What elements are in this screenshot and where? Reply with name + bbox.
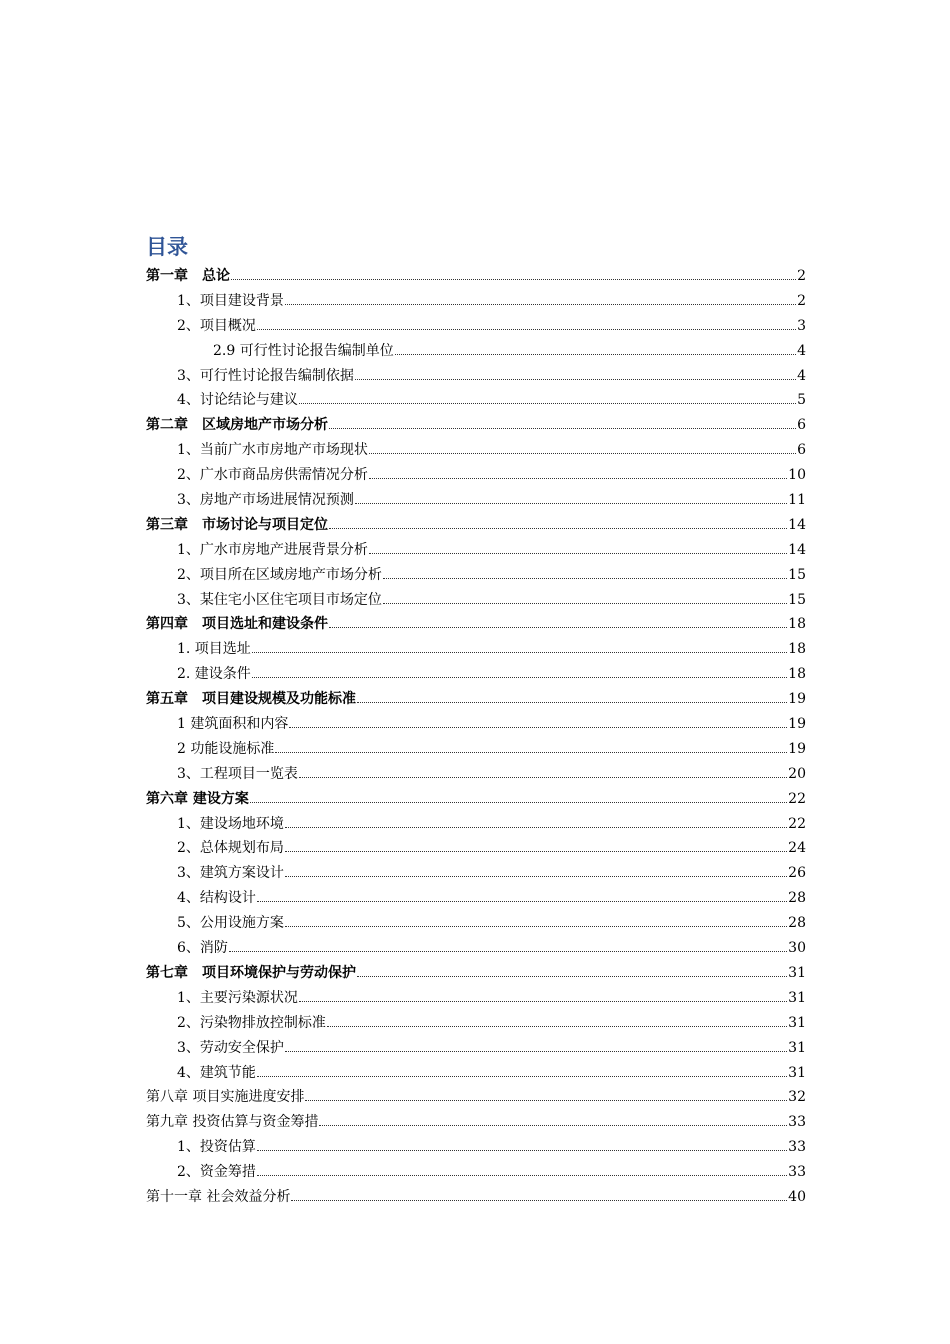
toc-entry-page: 10 xyxy=(788,467,806,484)
toc-leader-dots xyxy=(229,941,787,952)
toc-leader-dots xyxy=(275,742,787,753)
toc-leader-dots xyxy=(257,319,796,330)
toc-entry-page: 19 xyxy=(788,740,806,757)
toc-entry[interactable] xyxy=(146,637,806,662)
toc-entry-page: 32 xyxy=(788,1089,806,1106)
toc-entry-page: 2 xyxy=(797,292,806,309)
toc-entry[interactable] xyxy=(146,836,806,861)
toc-entry-label: 3、工程项目一览表 xyxy=(177,765,298,782)
toc-entry[interactable] xyxy=(146,413,806,438)
toc-leader-dots xyxy=(285,866,787,877)
toc-entry-label: 2、项目概况 xyxy=(177,317,256,334)
toc-entry[interactable] xyxy=(146,986,806,1011)
toc-leader-dots xyxy=(329,418,796,429)
toc-entry-page: 18 xyxy=(788,666,806,683)
toc-entry-page: 31 xyxy=(788,1014,806,1031)
toc-leader-dots xyxy=(329,518,787,529)
toc-entry-label: 2 功能设施标准 xyxy=(177,740,275,757)
toc-leader-dots xyxy=(299,991,787,1002)
toc-entry-page: 28 xyxy=(788,915,806,932)
toc-entry-page: 22 xyxy=(788,790,806,807)
toc-entry-page: 18 xyxy=(788,641,806,658)
toc-entry[interactable] xyxy=(146,488,806,513)
toc-entry-label: 第九章 投资估算与资金筹措 xyxy=(146,1114,319,1131)
toc-entry[interactable] xyxy=(146,886,806,911)
toc-entry-page: 26 xyxy=(788,865,806,882)
toc-leader-dots xyxy=(327,1016,787,1027)
toc-leader-dots xyxy=(257,891,787,902)
toc-leader-dots xyxy=(289,717,787,728)
toc-leader-dots xyxy=(257,1140,787,1151)
toc-entry-page: 11 xyxy=(788,492,806,509)
toc-entry-label: 2、资金筹措 xyxy=(177,1164,256,1181)
toc-entry-page: 19 xyxy=(788,716,806,733)
toc-entry-label: 2、广水市商品房供需情况分析 xyxy=(177,467,368,484)
toc-leader-dots xyxy=(395,344,796,355)
toc-entry[interactable] xyxy=(146,314,806,339)
toc-entry[interactable] xyxy=(146,264,806,289)
toc-entry[interactable] xyxy=(146,1085,806,1110)
toc-entry[interactable] xyxy=(146,364,806,389)
toc-entry[interactable] xyxy=(146,1110,806,1135)
toc-entry-label: 3、劳动安全保护 xyxy=(177,1039,284,1056)
toc-entry[interactable] xyxy=(146,513,806,538)
toc-entry[interactable] xyxy=(146,289,806,314)
toc-entry[interactable] xyxy=(146,563,806,588)
toc-leader-dots xyxy=(329,617,787,628)
toc-leader-dots xyxy=(355,369,796,380)
toc-entry-page: 31 xyxy=(788,1039,806,1056)
toc-entry-page: 15 xyxy=(788,566,806,583)
toc-title: 目录 xyxy=(146,235,188,259)
toc-entry[interactable] xyxy=(146,687,806,712)
toc-entry-label: 5、公用设施方案 xyxy=(177,915,284,932)
toc-entry[interactable] xyxy=(146,1011,806,1036)
toc-entry-page: 18 xyxy=(788,616,806,633)
toc-entry-page: 6 xyxy=(797,417,806,434)
toc-entry[interactable] xyxy=(146,861,806,886)
toc-entry-page: 3 xyxy=(797,317,806,334)
toc-leader-dots xyxy=(252,667,787,678)
toc-leader-dots xyxy=(250,792,787,803)
toc-leader-dots xyxy=(383,593,787,604)
toc-entry[interactable] xyxy=(146,712,806,737)
toc-leader-dots xyxy=(355,493,787,504)
toc-leader-dots xyxy=(285,841,787,852)
toc-leader-dots xyxy=(252,642,787,653)
toc-entry-label: 3、某住宅小区住宅项目市场定位 xyxy=(177,591,382,608)
toc-entry-label: 第一章 总论 xyxy=(146,268,230,284)
toc-entry-page: 30 xyxy=(788,940,806,957)
toc-leader-dots xyxy=(299,767,787,778)
toc-entry[interactable] xyxy=(146,762,806,787)
toc-entry-label: 2、污染物排放控制标准 xyxy=(177,1014,326,1031)
toc-entry-label: 1 建筑面积和内容 xyxy=(177,716,289,733)
toc-entry-label: 1、当前广水市房地产市场现状 xyxy=(177,442,368,459)
toc-entry-page: 14 xyxy=(788,516,806,533)
toc-leader-dots xyxy=(291,1190,787,1201)
toc-entry-label: 4、建筑节能 xyxy=(177,1064,256,1081)
toc-entry-page: 20 xyxy=(788,765,806,782)
toc-entry-label: 1. 项目选址 xyxy=(177,641,251,658)
toc-entry[interactable] xyxy=(146,911,806,936)
toc-entry[interactable] xyxy=(146,1061,806,1086)
toc-entry[interactable] xyxy=(146,588,806,613)
toc-entry-label: 第六章 建设方案 xyxy=(146,790,249,807)
toc-entry-label: 2、总体规划布局 xyxy=(177,840,284,857)
toc-entry[interactable] xyxy=(146,787,806,812)
toc-leader-dots xyxy=(319,1115,787,1126)
toc-entry-page: 2 xyxy=(797,268,806,284)
toc-entry[interactable] xyxy=(146,737,806,762)
toc-leader-dots xyxy=(369,443,796,454)
toc-entry-page: 24 xyxy=(788,840,806,857)
toc-entry-label: 2、项目所在区域房地产市场分析 xyxy=(177,566,382,583)
toc-entry-page: 6 xyxy=(797,442,806,459)
toc-entry-page: 31 xyxy=(788,989,806,1006)
toc-entry-label: 3、房地产市场进展情况预测 xyxy=(177,492,354,509)
toc-entry[interactable] xyxy=(146,812,806,837)
toc-entry[interactable] xyxy=(146,438,806,463)
toc-leader-dots xyxy=(357,692,787,703)
toc-entry[interactable] xyxy=(146,936,806,961)
toc-entry-page: 19 xyxy=(788,691,806,708)
toc-leader-dots xyxy=(369,468,787,479)
toc-leader-dots xyxy=(285,294,796,305)
toc-entry-label: 1、主要污染源状况 xyxy=(177,989,298,1006)
toc-entry-label: 第三章 市场讨论与项目定位 xyxy=(146,516,328,533)
toc-entry-label: 第十一章 社会效益分析 xyxy=(146,1188,291,1205)
toc-entry[interactable] xyxy=(146,1036,806,1061)
toc-entry-label: 第七章 项目环境保护与劳动保护 xyxy=(146,964,356,981)
toc-entry-label: 第二章 区域房地产市场分析 xyxy=(146,417,328,434)
toc-entry-page: 4 xyxy=(797,367,806,384)
toc-entry-label: 第五章 项目建设规模及功能标准 xyxy=(146,691,356,708)
toc-entry-label: 1、建设场地环境 xyxy=(177,815,284,832)
toc-entry-page: 40 xyxy=(788,1188,806,1205)
toc-leader-dots xyxy=(305,1090,787,1101)
toc-entry-label: 1、投资估算 xyxy=(177,1139,256,1156)
toc-entry[interactable] xyxy=(146,612,806,637)
toc-entry-label: 2.9 可行性讨论报告编制单位 xyxy=(213,342,394,359)
toc-leader-dots xyxy=(299,393,796,404)
toc-entry-page: 33 xyxy=(788,1114,806,1131)
toc-leader-dots xyxy=(257,1165,787,1176)
toc-entry-label: 第四章 项目选址和建设条件 xyxy=(146,616,328,633)
toc-entry[interactable] xyxy=(146,1185,806,1210)
toc-leader-dots xyxy=(383,568,787,579)
toc-leader-dots xyxy=(285,817,787,828)
toc-entry-page: 33 xyxy=(788,1139,806,1156)
toc-leader-dots xyxy=(357,966,787,977)
toc-entry[interactable] xyxy=(146,388,806,413)
toc-entry-page: 14 xyxy=(788,541,806,558)
toc-entry-page: 33 xyxy=(788,1164,806,1181)
toc-entry[interactable] xyxy=(146,1160,806,1185)
table-of-contents xyxy=(146,264,806,1210)
toc-leader-dots xyxy=(285,1041,787,1052)
toc-entry-page: 22 xyxy=(788,815,806,832)
toc-entry-page: 31 xyxy=(788,1064,806,1081)
toc-leader-dots xyxy=(285,916,787,927)
toc-entry-page: 15 xyxy=(788,591,806,608)
toc-entry[interactable] xyxy=(146,961,806,986)
toc-entry-label: 2. 建设条件 xyxy=(177,666,251,683)
toc-leader-dots xyxy=(257,1066,787,1077)
toc-entry-label: 4、结构设计 xyxy=(177,890,256,907)
toc-entry-label: 4、讨论结论与建议 xyxy=(177,392,298,409)
toc-entry-label: 1、项目建设背景 xyxy=(177,292,284,309)
toc-entry-label: 第八章 项目实施进度安排 xyxy=(146,1089,305,1106)
toc-entry-label: 1、广水市房地产进展背景分析 xyxy=(177,541,368,558)
toc-entry-page: 31 xyxy=(788,964,806,981)
toc-leader-dots xyxy=(369,543,787,554)
toc-entry-label: 6、消防 xyxy=(177,940,228,957)
toc-leader-dots xyxy=(231,269,796,280)
toc-entry-page: 28 xyxy=(788,890,806,907)
toc-entry-page: 5 xyxy=(797,392,806,409)
toc-entry[interactable] xyxy=(146,463,806,488)
toc-entry-label: 3、可行性讨论报告编制依据 xyxy=(177,367,354,384)
toc-entry[interactable] xyxy=(146,538,806,563)
toc-entry-label: 3、建筑方案设计 xyxy=(177,865,284,882)
toc-entry[interactable] xyxy=(146,662,806,687)
toc-entry-page: 4 xyxy=(797,342,806,359)
toc-entry[interactable] xyxy=(146,1135,806,1160)
toc-entry[interactable] xyxy=(146,339,806,364)
